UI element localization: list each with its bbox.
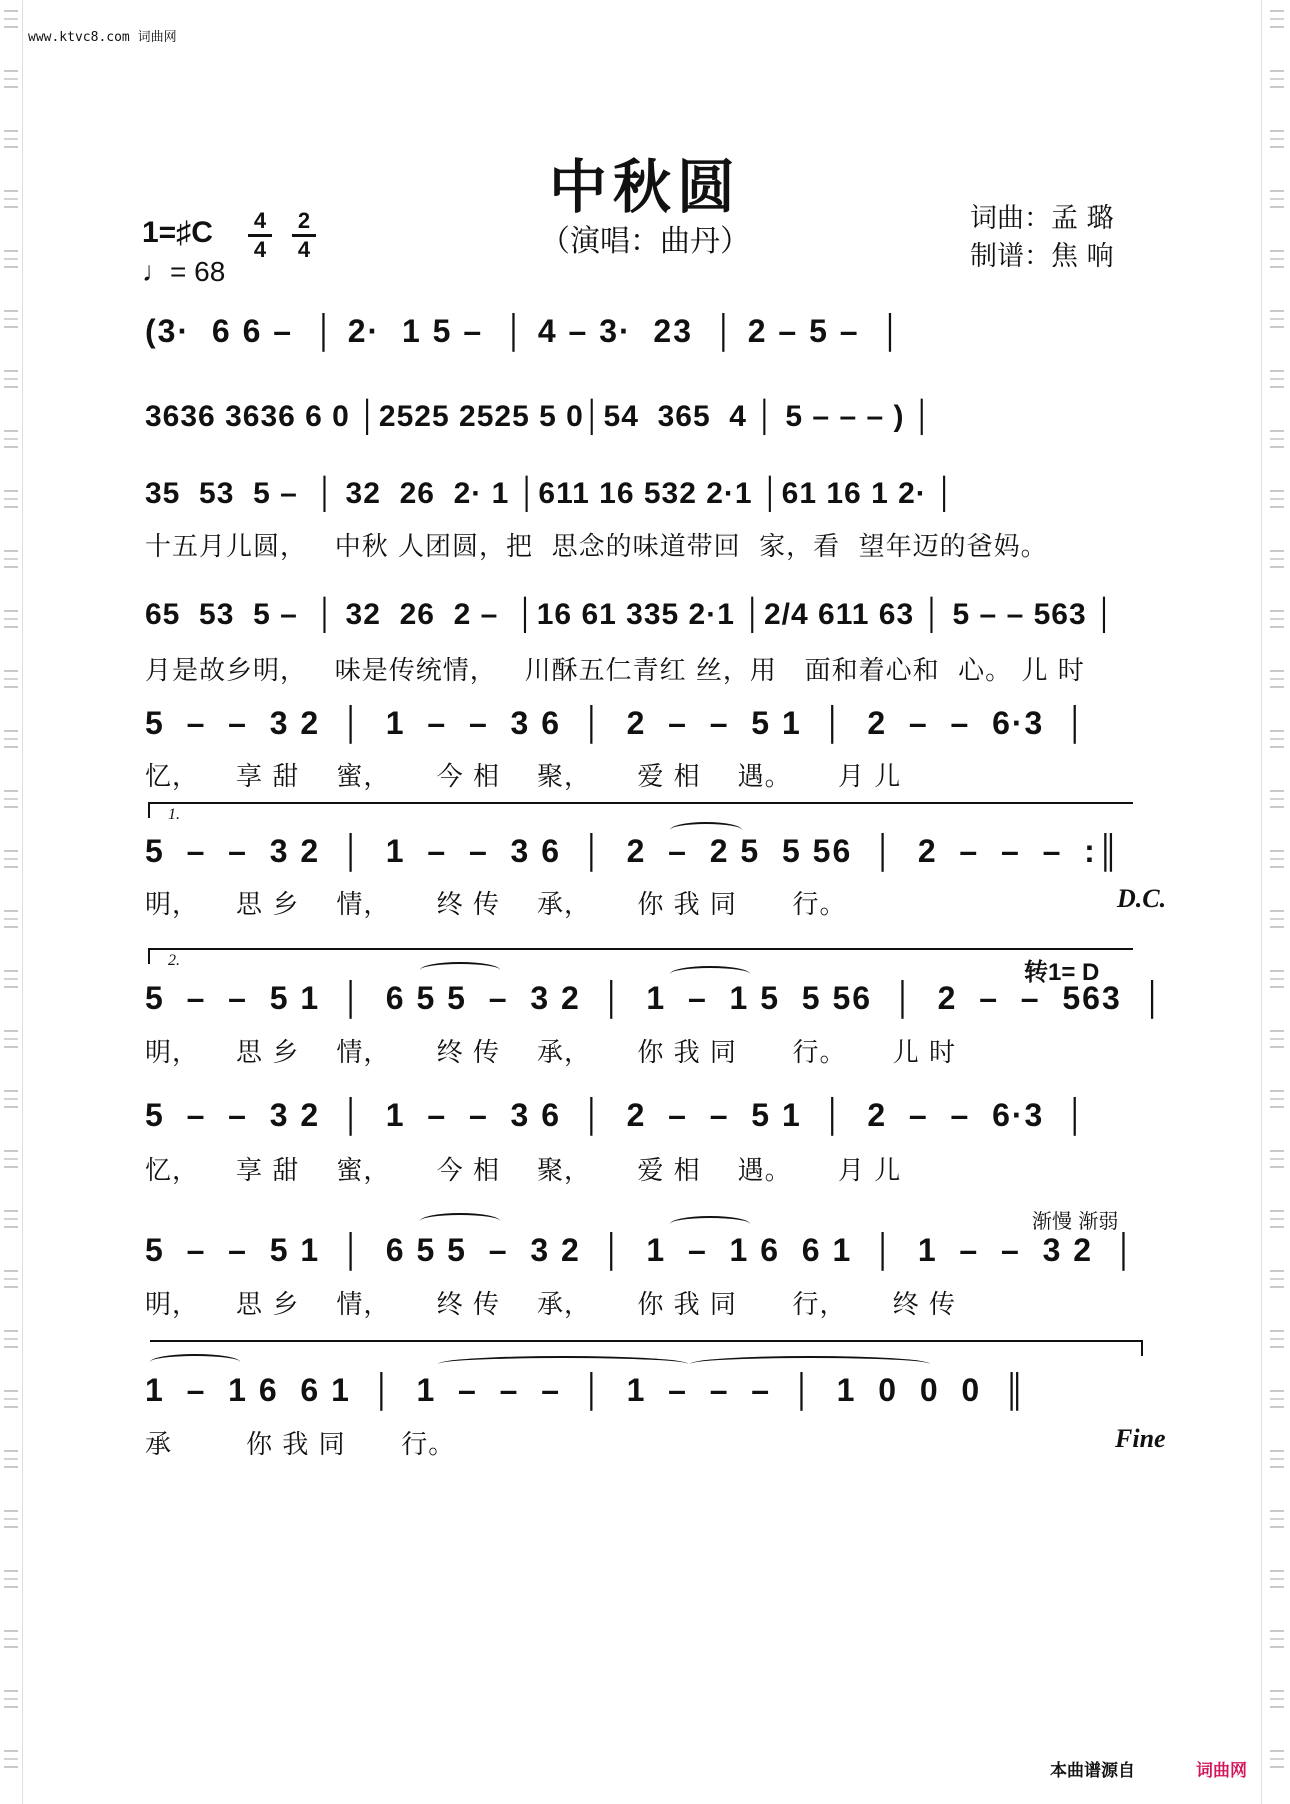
second-ending-bracket (148, 948, 1133, 950)
phrase-line (150, 1340, 1142, 1342)
slur (670, 822, 742, 838)
lyrics-line-10: 承 你 我 同 行。 (145, 1430, 456, 1460)
lyrics-line-7: 明， 思 乡 情， 终 传 承， 你 我 同 行。 儿 时 (145, 1038, 957, 1068)
right-margin-line (1261, 0, 1262, 1804)
notation-line-3: 35 53 5 – │ 32 26 2· 1 │611 16 532 2·1 │61 16 1 2· │ (145, 477, 956, 510)
song-title: 中秋圆 (548, 153, 741, 221)
footer-site-link[interactable]: 词曲网 (1196, 1761, 1247, 1781)
arranger: 制谱：焦 响 (970, 241, 1114, 272)
notation-line-5: 5 – – 3 2 │ 1 – – 3 6 │ 2 – – 5 1 │ 2 – – 6·3 │ (145, 705, 1089, 741)
notation-line-2: 3636 3636 6 0 │2525 2525 5 0│54 365 4 │ 5 – – – ) │ (145, 400, 934, 433)
slur (420, 962, 500, 978)
time-signature-4-4: 4 4 (246, 210, 274, 261)
key-signature: 1=♯C (142, 216, 213, 249)
lyrics-line-6: 明， 思 乡 情， 终 传 承， 你 我 同 行。 (145, 890, 847, 920)
left-watermark-strip (4, 0, 18, 1804)
lyrics-line-3: 十五月儿圆， 中秋 人团圆，把 思念的味道带回 家，看 望年迈的爸妈。 (145, 532, 1048, 562)
tempo-marking: ♩= 68 (142, 256, 226, 287)
second-ending-number: 2. (168, 952, 180, 969)
lyricist-composer: 词曲：孟 璐 (970, 203, 1114, 234)
slur (438, 1356, 688, 1372)
credits (970, 200, 1114, 276)
fine-marker: Fine (1115, 1424, 1166, 1453)
dc-marker: D.C. (1117, 884, 1167, 913)
slur (670, 966, 750, 982)
lyrics-line-8: 忆， 享 甜 蜜， 今 相 聚， 爱 相 遇。 月 儿 (145, 1156, 902, 1186)
time-signature-2-4: 2 4 (290, 210, 318, 261)
left-margin-line (22, 0, 23, 1804)
notation-line-8: 5 – – 3 2 │ 1 – – 3 6 │ 2 – – 5 1 │ 2 – – 6·3 │ (145, 1097, 1089, 1133)
source-url: www.ktvc8.com 词曲网 (28, 30, 177, 45)
footer-source-label: 本曲谱源自 (1050, 1761, 1135, 1781)
notation-line-10: 1 – 1 6 6 1 │ 1 – – – │ 1 – – – │ 1 0 0 0 ║ (145, 1372, 1028, 1408)
notation-line-1: (3· 6 6 – │ 2· 1 5 – │ 4 – 3· 23 │ 2 – 5 – │ (145, 313, 904, 349)
song-subtitle: （演唱：曲丹） (540, 224, 750, 259)
slur (690, 1356, 930, 1372)
first-ending-bracket (148, 802, 1133, 804)
phrase-line-end (1141, 1340, 1143, 1356)
expression-marking: 渐慢 渐弱 (1032, 1209, 1119, 1233)
notation-line-4: 65 53 5 – │ 32 26 2 – │16 61 335 2·1 │2/4 611 63 │ 5 – – 563 │ (145, 598, 1116, 631)
second-ending-tick (148, 948, 150, 964)
notation-line-7: 5 – – 5 1 │ 6 5 5 – 3 2 │ 1 – 1 5 5 56 │ 2 – – 563 │ (145, 980, 1166, 1016)
lyrics-line-5: 忆， 享 甜 蜜， 今 相 聚， 爱 相 遇。 月 儿 (145, 762, 902, 792)
right-watermark-strip (1270, 0, 1284, 1804)
lyrics-line-9: 明， 思 乡 情， 终 传 承， 你 我 同 行， 终 传 (145, 1290, 957, 1320)
slur (420, 1213, 500, 1229)
slur (150, 1354, 240, 1370)
slur (670, 1216, 750, 1232)
notation-line-6: 5 – – 3 2 │ 1 – – 3 6 │ 2 – 2 5 5 56 │ 2 – – – :║ (145, 833, 1122, 869)
first-ending-number: 1. (168, 806, 180, 823)
key-change-marking: 转1= D (1024, 959, 1100, 986)
notation-line-9: 5 – – 5 1 │ 6 5 5 – 3 2 │ 1 – 1 6 6 1 │ 1 – – 3 2 │ (145, 1232, 1137, 1268)
lyrics-line-4: 月是故乡明， 味是传统情， 川酥五仁青红 丝，用 面和着心和 心。 儿 时 (145, 656, 1085, 686)
first-ending-tick (148, 802, 150, 818)
